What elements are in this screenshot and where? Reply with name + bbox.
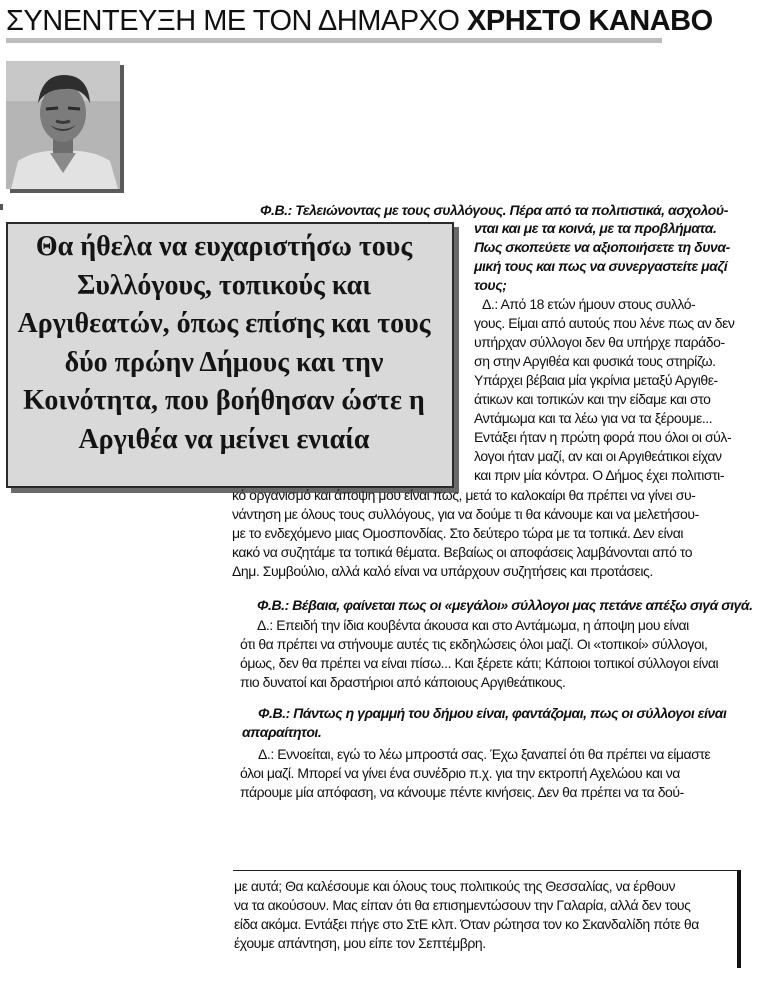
answer-line: όμως, δεν θα πρέπει να είναι πίσω... Και ξέρετε κάτι; Κάποιοι τοπικοί σύλλογοι είναι <box>240 655 719 671</box>
answer-line: Εντάξει ήταν η πρώτη φορά που όλοι οι σύλ- <box>474 429 732 445</box>
answer-line: πάρουμε μία απόφαση, να κάνουμε πέντε κινήσεις. Δεν θα πρέπει να τα δού- <box>240 784 684 800</box>
answer-line: με το ενδεχόμενο μιας Ομοσπονδίας. Στο δεύτερο τώρα με τα τοπικά. Δεν είναι <box>232 525 684 541</box>
answer-line: νάντηση με όλους τους συλλόγους, για να δούμε τι θα κάνουμε και να μελετήσου- <box>232 506 699 522</box>
question-line: Φ.Β.: Πάντως η γραμμή του δήμου είναι, φαντάζομαι, πως οι σύλλογοι είναι <box>258 705 727 721</box>
header-title-light: ΣΥΝΕΝΤΕΥΞΗ ΜΕ ΤΟΝ ΔΗΜΑΡΧΟ <box>6 5 460 37</box>
question-line: Πως σκοπεύετε να αξιοποιήσετε τη δυνα- <box>474 239 730 255</box>
question-line: Φ.Β.: Βέβαια, φαίνεται πως οι «μεγάλοι» σύλλογοι μας πετάνε απέξω σιγά σιγά. <box>257 597 753 613</box>
answer-line: όλοι μαζί. Μπορεί να γίνει ένα συνέδριο π.χ. για την εκτροπή Αχελώου και να <box>240 765 680 781</box>
answer-line: ότι θα πρέπει να στήνουμε αυτές τις εκδηλώσεις όλοι μαζί. Οι «τοπικοί» σύλλογοι, <box>240 636 708 652</box>
answer-line: λογοι ήταν μαζί, αν και οι Αργιθεάτικοι είχαν <box>474 448 722 464</box>
answer-line: γους. Είμαι από αυτούς που λένε πως αν δεν <box>474 315 735 331</box>
question-line: νται και με τα κοινά, με τα προβλήματα. <box>474 220 717 236</box>
header-title-bold: ΧΡΗΣΤΟ ΚΑΝΑΒΟ <box>467 5 713 37</box>
pull-quote-text: Θα ήθελα να ευχαριστήσω τους Συλλόγους, τοπικούς και Αργιθεατών, όπως επίσης και τους δύο πρώην Δήμους και την Κοινότητα, που βοήθησαν ώστε η Αργιθέα να μείνει ενιαία <box>17 231 431 455</box>
question-line: μική τους και πως να συνεργαστείτε μαζί <box>474 258 728 274</box>
answer-line: Δ.: Από 18 ετών ήμουν στους συλλό- <box>482 296 696 312</box>
question-line: τους; <box>474 277 507 293</box>
answer-line: άτικων και τοπικών και την είδαμε και στο <box>474 391 711 407</box>
question-line: απαραίτητοι. <box>242 724 322 740</box>
answer-line: Δημ. Συμβούλιο, αλλά καλό είναι να υπάρχουν συζητήσεις και προτάσεις. <box>232 563 653 579</box>
answer-line: Αντάμωμα και τα λέω για να τα ξέρουμε... <box>474 410 713 426</box>
answer-line: υπήρχαν σύλλογοι δεν θα υπήρχε παράδο- <box>474 334 725 350</box>
answer-line: κακό να συζητάμε τα τοπικά θέματα. Βεβαίως οι αποφάσεις λαμβάνονται από το <box>232 544 693 560</box>
header-rule <box>6 38 662 43</box>
answer-line: και πριν μία κόντρα. Ο Δήμος έχει πολιτιστι- <box>474 467 725 483</box>
answer-line: Δ.: Επειδή την ίδια κουβέντα άκουσα και στο Αντάμωμα, η άποψη μου είναι <box>257 617 689 633</box>
margin-mark <box>0 204 3 210</box>
answer-line: είδα ακόμα. Εντάξει πήγε στο ΣτΕ κλπ. Όταν ρώτησα τον κο Σκανδαλίδη πότε θα <box>234 916 699 932</box>
question-line: Φ.Β.: Τελειώνοντας με τους συλλόγους. Πέρα από τα πολιτιστικά, ασχολού- <box>260 202 728 218</box>
answer-line: Υπάρχει βέβαια μία γκρίνια μεταξύ Αργιθε- <box>474 372 718 388</box>
answer-line: με αυτά; Θα καλέσουμε και όλους τους πολιτικούς της Θεσσαλίας, να έρθουν <box>234 878 676 894</box>
article-header <box>6 4 713 40</box>
answer-line: έχουμε απάντηση, μου είπε τον Σεπτέμβρη. <box>234 935 486 951</box>
mayor-portrait-photo <box>6 61 120 189</box>
answer-line: να τα ακούσουν. Μας είπαν ότι θα επισημεντώσουν την Γαλαρία, αλλά δεν τους <box>234 897 691 913</box>
answer-line: Δ.: Εννοείται, εγώ το λέω μπροστά σας. Έχω ξαναπεί ότι θα πρέπει να είμαστε <box>258 746 711 762</box>
answer-line: ση στην Αργιθέα και φυσικά τους στηρίζω. <box>474 353 716 369</box>
answer-line: κό οργανισμό και άποψη μου είναι πως, μετά το καλοκαίρι θα πρέπει να γίνει συ- <box>232 487 696 503</box>
portrait-illustration <box>6 61 120 189</box>
answer-line: πιο δυνατοί και δραστήριοι από κάποιους Αργιθεάτικους. <box>240 674 566 690</box>
